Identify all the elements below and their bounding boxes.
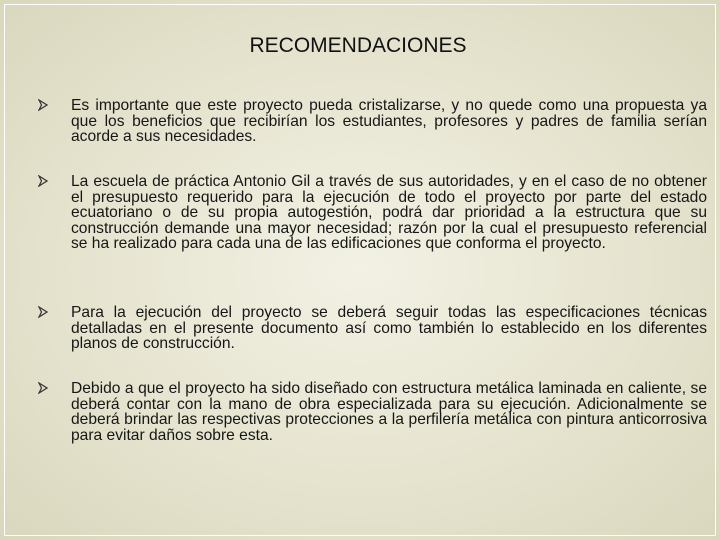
arrowhead-bullet-icon	[38, 98, 52, 113]
bullet-item	[38, 98, 707, 145]
arrowhead-bullet-icon	[38, 305, 52, 320]
bullet-text: La escuela de práctica Antonio Gil a través de sus autoridades, y en el caso de no obtener el presupuesto requerido para la ejecución de todo el proyecto por parte del estado ecuatoriano o de su propia autogestión, podrá dar prioridad a la estructura que su construcción demande una mayor necesidad; razón por la cual el presupuesto referencial se ha realizado para cada una de las edificaciones que conforma el proyecto.	[71, 173, 707, 252]
bullet-item	[38, 381, 707, 443]
bullet-text: Debido a que el proyecto ha sido diseñado con estructura metálica laminada en caliente, se deberá contar con la mano de obra especializada para su ejecución. Adicionalmente se deberá brindar las respectivas protecciones a la perfilería metálica con pintura anticorrosiva para evitar daños sobre esta.	[71, 380, 707, 444]
slide-title: RECOMENDACIONES	[249, 34, 467, 57]
slide-frame	[4, 4, 716, 536]
arrowhead-bullet-icon	[38, 381, 52, 396]
arrowhead-bullet-icon	[38, 174, 52, 189]
bullet-item	[38, 305, 707, 352]
bullet-item	[38, 174, 707, 252]
bullet-text: Es importante que este proyecto pueda cristalizarse, y no quede como una propuesta ya que los beneficios que recibirían los estudiantes, profesores y padres de familia serían acorde a sus necesidades.	[71, 97, 707, 145]
bullet-text: Para la ejecución del proyecto se deberá seguir todas las especificaciones técnicas detalladas en el presente documento así como también lo establecido en los diferentes planos de construcción.	[71, 304, 707, 352]
